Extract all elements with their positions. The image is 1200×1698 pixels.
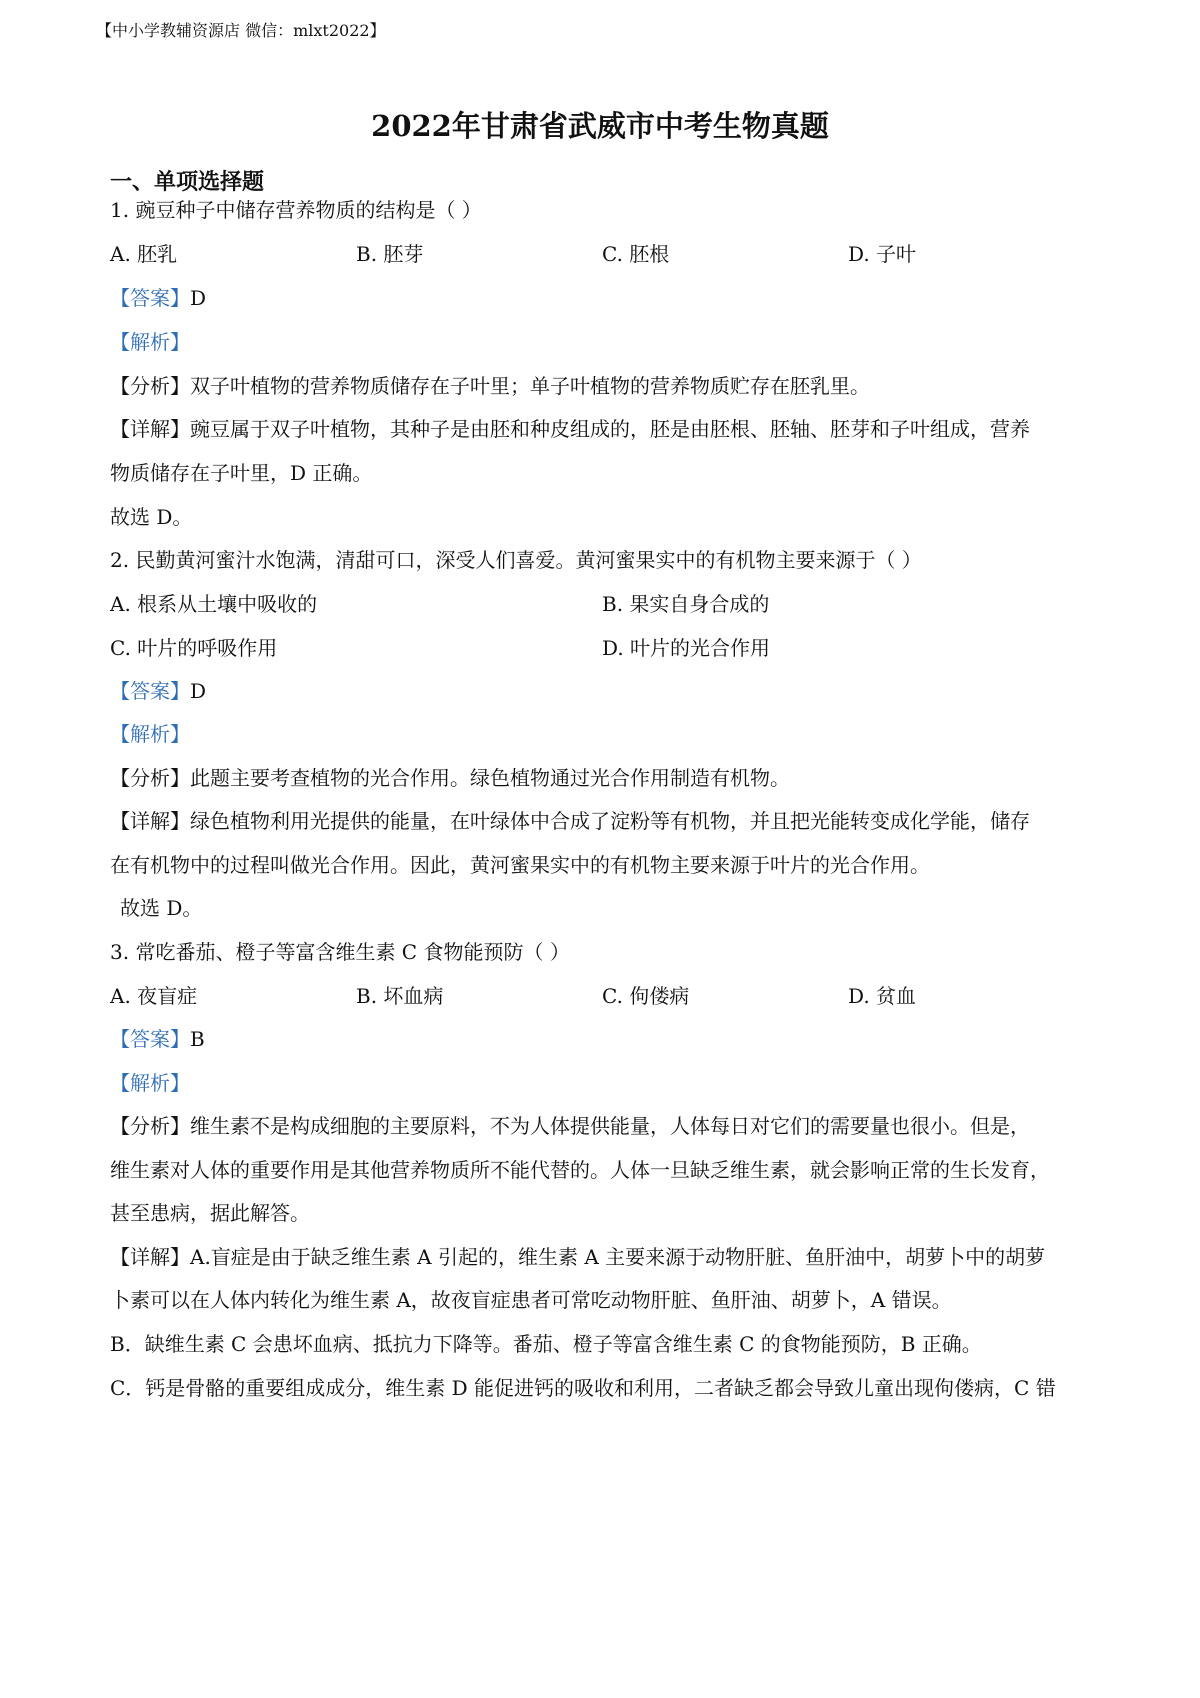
q1-answer-value: D <box>190 286 207 310</box>
q2-fenxi-text: 此题主要考查植物的光合作用。绿色植物通过光合作用制造有机物。 <box>190 766 790 790</box>
q3-option-a: A. 夜盲症 <box>110 984 198 1008</box>
q1-answer <box>110 284 206 312</box>
q3-options <box>110 982 1010 1010</box>
q3-xiangjie <box>110 1243 1045 1271</box>
q3-answer-value: B <box>190 1027 205 1051</box>
q1-options <box>110 240 1010 268</box>
q3-option-c: C. 佝偻病 <box>602 984 690 1008</box>
answer-tag: 【答案】 <box>110 286 190 310</box>
q3-fenxi-text-1: 维生素不是构成细胞的主要原料，不为人体提供能量，人体每日对它们的需要量也很小。但是， <box>190 1114 1030 1138</box>
q2-options-row-2 <box>110 634 1010 662</box>
q1-conclusion: 故选 D。 <box>110 505 193 529</box>
fenxi-tag: 【分析】 <box>110 766 190 790</box>
answer-tag: 【答案】 <box>110 679 190 703</box>
q3-analysis-heading <box>110 1069 190 1097</box>
q1-xiangjie-text-1: 豌豆属于双子叶植物，其种子是由胚和种皮组成的，胚是由胚根、胚轴、胚芽和子叶组成，营养 <box>190 417 1030 441</box>
q2-xiangjie-text-1: 绿色植物利用光提供的能量，在叶绿体中合成了淀粉等有机物，并且把光能转变成化学能，储存 <box>190 809 1030 833</box>
q2-answer <box>110 677 206 705</box>
q1-xiangjie-cont: 物质储存在子叶里，D 正确。 <box>110 461 373 485</box>
xiangjie-tag: 【详解】 <box>110 1245 190 1269</box>
q3-option-b: B. 坏血病 <box>356 984 444 1008</box>
q2-option-a: A. 根系从土壤中吸收的 <box>110 592 318 616</box>
page-title: 2022年甘肃省武威市中考生物真题 <box>371 109 829 143</box>
q2-xiangjie <box>110 807 1030 835</box>
q1-option-b: B. 胚芽 <box>356 242 424 266</box>
xiangjie-tag: 【详解】 <box>110 417 190 441</box>
q1-xiangjie <box>110 415 1030 443</box>
analysis-tag: 【解析】 <box>110 722 190 746</box>
xiangjie-tag: 【详解】 <box>110 809 190 833</box>
q2-stem: 2. 民勤黄河蜜汁水饱满，清甜可口，深受人们喜爱。黄河蜜果实中的有机物主要来源于（ ） <box>110 548 922 572</box>
q2-option-b: B. 果实自身合成的 <box>602 592 770 616</box>
fenxi-tag: 【分析】 <box>110 1114 190 1138</box>
q2-xiangjie-cont: 在有机物中的过程叫做光合作用。因此，黄河蜜果实中的有机物主要来源于叶片的光合作用。 <box>110 853 930 877</box>
q1-analysis-heading <box>110 328 190 356</box>
q3-fenxi-cont-1: 维生素对人体的重要作用是其他营养物质所不能代替的。人体一旦缺乏维生素，就会影响正常的生长发育， <box>110 1158 1050 1182</box>
q2-options-row-1 <box>110 590 1010 618</box>
q3-stem: 3. 常吃番茄、橙子等富含维生素 C 食物能预防（ ） <box>110 940 570 964</box>
q1-stem: 1. 豌豆种子中储存营养物质的结构是（ ） <box>110 198 482 222</box>
q1-fenxi-text: 双子叶植物的营养物质储存在子叶里；单子叶植物的营养物质贮存在胚乳里。 <box>190 374 870 398</box>
q2-fenxi <box>110 764 790 792</box>
q2-answer-value: D <box>190 679 207 703</box>
q3-xiangjie-cont-3: C．钙是骨骼的重要组成成分，维生素 D 能促进钙的吸收和利用，二者缺乏都会导致儿童出现佝偻病，C 错 <box>110 1376 1056 1400</box>
q1-fenxi <box>110 372 870 400</box>
section-heading: 一、单项选择题 <box>110 169 265 195</box>
q3-xiangjie-cont-2: B．缺维生素 C 会患坏血病、抵抗力下降等。番茄、橙子等富含维生素 C 的食物能预防，B 正确。 <box>110 1332 982 1356</box>
q2-option-c: C. 叶片的呼吸作用 <box>110 636 278 660</box>
q3-fenxi-cont-2: 甚至患病，据此解答。 <box>110 1201 310 1225</box>
q3-xiangjie-text-1: A.盲症是由于缺乏维生素 A 引起的，维生素 A 主要来源于动物肝脏、鱼肝油中，胡萝卜中的胡萝 <box>190 1245 1046 1269</box>
q3-option-d: D. 贫血 <box>848 984 917 1008</box>
q2-conclusion: 故选 D。 <box>120 896 203 920</box>
analysis-tag: 【解析】 <box>110 1071 190 1095</box>
q1-option-a: A. 胚乳 <box>110 242 178 266</box>
watermark: 【中小学教辅资源店 微信：mlxt2022】 <box>96 21 386 40</box>
answer-tag: 【答案】 <box>110 1027 190 1051</box>
q3-answer <box>110 1025 205 1053</box>
q2-option-d: D. 叶片的光合作用 <box>602 636 771 660</box>
q1-option-d: D. 子叶 <box>848 242 917 266</box>
q3-xiangjie-cont-1: 卜素可以在人体内转化为维生素 A，故夜盲症患者可常吃动物肝脏、鱼肝油、胡萝卜，A 错误。 <box>110 1288 952 1312</box>
fenxi-tag: 【分析】 <box>110 374 190 398</box>
analysis-tag: 【解析】 <box>110 330 190 354</box>
q1-option-c: C. 胚根 <box>602 242 670 266</box>
q2-analysis-heading <box>110 720 190 748</box>
q3-fenxi <box>110 1112 1030 1140</box>
